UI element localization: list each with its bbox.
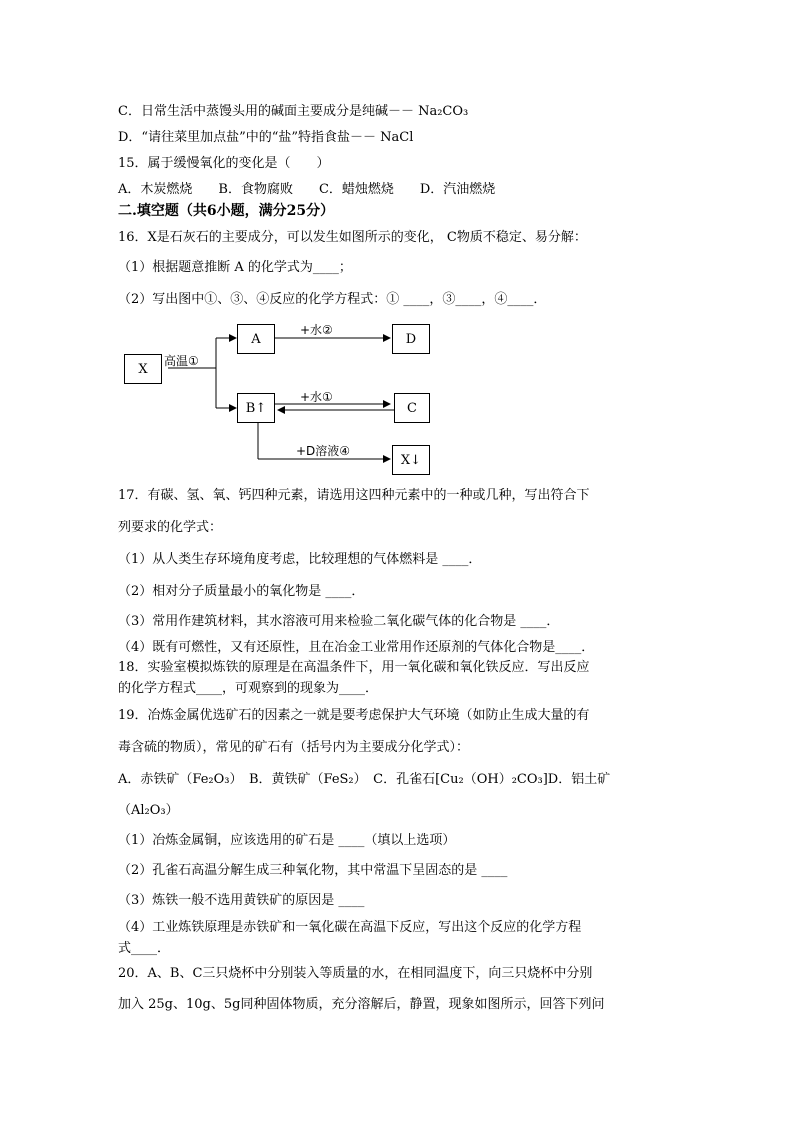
label-high-temp: 高温①: [164, 354, 199, 368]
section-heading: 二.填空题（共6小题，满分25分）: [118, 203, 335, 219]
box-x: X: [124, 354, 162, 384]
question-16: 16．X是石灰石的主要成分，可以发生如图所示的变化， C物质不稳定、易分解：: [118, 230, 587, 245]
question-20-cont: 加入 25g、10g、5g同种固体物质，充分溶解后，静置，现象如图所示，回答下列问: [118, 997, 605, 1012]
question-19-part-1: （1）冶炼金属铜，应该选用的矿石是 ____（填以上选项）: [118, 833, 456, 848]
reaction-diagram: [118, 318, 448, 478]
question-17-cont: 列要求的化学式：: [118, 520, 223, 535]
question-16-part-2: （2）写出图中①、③、④反应的化学方程式：① ____，③____，④____．: [118, 292, 547, 307]
option-d-text: D．“请往菜里加点盐”中的“盐”特指食盐－－ NaCl: [118, 130, 414, 145]
question-17-part-3: （3）常用作建筑材料，其水溶液可用来检验二氧化碳气体的化合物是 ____．: [118, 614, 560, 629]
question-19-part-2: （2）孔雀石高温分解生成三种氧化物，其中常温下呈固态的是 ____: [118, 863, 508, 878]
box-c: C: [394, 393, 430, 423]
question-18-cont: 的化学方程式____，可观察到的现象为____．: [118, 681, 379, 696]
question-17: 17．有碳、氢、氧、钙四种元素，请选用这四种元素中的一种或几种，写出符合下: [118, 488, 590, 503]
question-19-part-4-cont: 式____．: [118, 941, 171, 956]
question-19: 19．冶炼金属优选矿石的因素之一就是要考虑保护大气环境（如防止生成大量的有: [118, 708, 590, 723]
question-19-part-3: （3）炼铁一般不选用黄铁矿的原因是 ____: [118, 893, 365, 908]
question-19-cont: 毒含硫的物质），常见的矿石有（括号内为主要成分化学式）：: [118, 740, 470, 755]
box-x-precipitate: X↓: [392, 445, 430, 475]
question-17-part-4: （4）既有可燃性，又有还原性，且在冶金工业常用作还原剂的气体化合物是____．: [118, 640, 595, 655]
label-d-solution: +D溶液④: [296, 444, 351, 458]
label-water-1: +水①: [300, 390, 333, 404]
box-a: A: [237, 324, 275, 354]
question-17-part-2: （2）相对分子质量最小的氧化物是 ____．: [118, 584, 365, 599]
question-19-options-cont: （Al₂O₃）: [118, 803, 179, 818]
label-water-2: +水②: [300, 323, 333, 337]
question-19-part-4: （4）工业炼铁原理是赤铁矿和一氧化碳在高温下反应，写出这个反应的化学方程: [118, 920, 582, 935]
question-20: 20．A、B、C三只烧杯中分别装入等质量的水，在相同温度下，向三只烧杯中分别: [118, 966, 593, 981]
question-16-part-1: （1）根据题意推断 A 的化学式为____；: [118, 260, 352, 275]
question-18: 18．实验室模拟炼铁的原理是在高温条件下，用一氧化碳和氧化铁反应．写出反应: [118, 660, 590, 675]
box-d: D: [392, 324, 430, 354]
question-17-part-1: （1）从人类生存环境角度考虑，比较理想的气体燃料是 ____．: [118, 552, 482, 567]
question-19-options: A．赤铁矿（Fe₂O₃） B．黄铁矿（FeS₂） C．孔雀石[Cu₂（OH）₂CO₃]D．铝土矿: [118, 772, 611, 787]
question-15-options: A．木炭燃烧 B．食物腐败 C．蜡烛燃烧 D．汽油燃烧: [118, 182, 496, 197]
question-15: 15．属于缓慢氧化的变化是（ ）: [118, 156, 330, 171]
option-c-text: C．日常生活中蒸馒头用的碱面主要成分是纯碱－－ Na₂CO₃: [118, 104, 469, 119]
box-b: B↑: [237, 393, 275, 423]
